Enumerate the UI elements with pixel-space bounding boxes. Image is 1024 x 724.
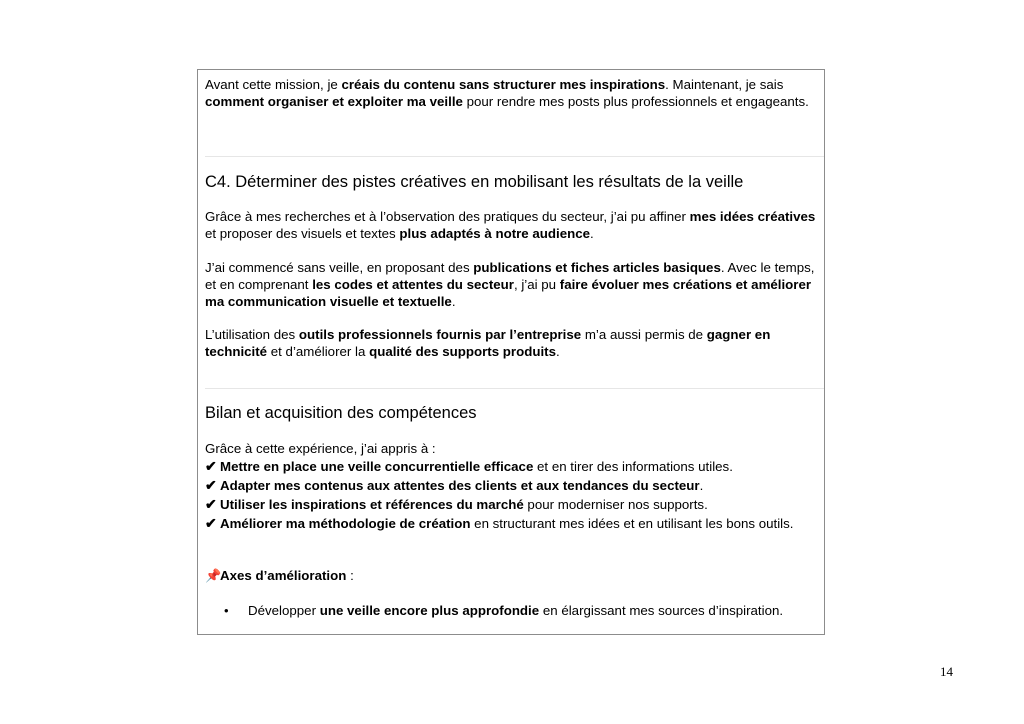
- section-heading-bilan: Bilan et acquisition des compétences: [205, 404, 477, 422]
- text: Avant cette mission, je: [205, 77, 342, 92]
- bullet-text: [248, 602, 784, 619]
- text: . Maintenant, je sais: [665, 77, 784, 92]
- bilan-intro: Grâce à cette expérience, j’ai appris à :: [205, 441, 436, 456]
- bold-text: comment organiser et exploiter ma veille: [205, 94, 463, 109]
- text: .: [699, 478, 704, 493]
- bold-text: publications et fiches articles basiques: [473, 260, 721, 275]
- bold-text: Améliorer ma méthodologie de création: [220, 516, 471, 531]
- text: pour moderniser nos supports.: [523, 497, 708, 512]
- bold-text: créais du contenu sans structurer mes inspirations: [341, 77, 666, 92]
- text: .: [556, 344, 560, 359]
- text: Développer: [248, 603, 320, 618]
- bullet-icon: •: [224, 603, 229, 618]
- text: m’a aussi permis de: [581, 327, 707, 342]
- text: en structurant mes idées et en utilisant les bons outils.: [470, 516, 794, 531]
- c4-paragraph-1: [205, 208, 816, 242]
- competence-item: [205, 476, 816, 495]
- competence-item: [205, 514, 816, 533]
- text: .: [451, 294, 456, 309]
- checkmark-icon: ✔: [205, 515, 217, 531]
- bold-text: Adapter mes contenus aux attentes des clients et aux tendances du secteur: [220, 478, 700, 493]
- intro-paragraph: [205, 76, 816, 110]
- bold-text: qualité des supports produits: [369, 344, 556, 359]
- competence-list: [205, 457, 816, 533]
- bold-text: Utiliser les inspirations et références du marché: [220, 497, 524, 512]
- section-divider: [205, 156, 824, 157]
- text: Grâce à mes recherches et à l’observation des pratiques du secteur, j’ai pu affiner: [205, 209, 690, 224]
- list-item: [224, 602, 784, 619]
- c4-paragraph-3: [205, 326, 816, 360]
- text: :: [346, 568, 354, 583]
- content-box: [197, 69, 825, 635]
- section-heading-c4: C4. Déterminer des pistes créatives en mobilisant les résultats de la veille: [205, 173, 744, 191]
- text: en élargissant mes sources d’inspiration.: [539, 603, 784, 618]
- text: et en tirer des informations utiles.: [533, 459, 733, 474]
- section-divider: [205, 388, 824, 389]
- bold-text: Mettre en place une veille concurrentielle efficace: [220, 459, 534, 474]
- checkmark-icon: ✔: [205, 458, 217, 474]
- bold-text: les codes et attentes du secteur: [312, 277, 514, 292]
- c4-paragraph-2: [205, 259, 816, 310]
- bold-text: mes idées créatives: [689, 209, 816, 224]
- text: et proposer des visuels et textes: [205, 226, 400, 241]
- text: J’ai commencé sans veille, en proposant des: [205, 260, 474, 275]
- text: et d’améliorer la: [267, 344, 370, 359]
- bold-text: outils professionnels fournis par l’entreprise: [298, 327, 582, 342]
- text: . Avec le temps, et en comprenant: [205, 260, 815, 292]
- bold-text: faire évoluer mes créations et améliorer ma communication visuelle et textuelle: [205, 277, 812, 309]
- bold-text: plus adaptés à notre audience: [399, 226, 591, 241]
- checkmark-icon: ✔: [205, 477, 217, 493]
- competence-item: [205, 495, 816, 514]
- pushpin-icon: 📌: [205, 568, 222, 583]
- page-number: 14: [940, 664, 953, 679]
- text: , j’ai pu: [513, 277, 560, 292]
- competence-item: [205, 457, 816, 476]
- bold-text: gagner en technicité: [205, 327, 771, 359]
- bold-text: Axes d’amélioration: [220, 568, 347, 583]
- bold-text: une veille encore plus approfondie: [319, 603, 540, 618]
- text: pour rendre mes posts plus professionnels et engageants.: [462, 94, 809, 109]
- axes-heading: [205, 567, 816, 585]
- checkmark-icon: ✔: [205, 496, 217, 512]
- text: L’utilisation des: [205, 327, 299, 342]
- text: .: [590, 226, 594, 241]
